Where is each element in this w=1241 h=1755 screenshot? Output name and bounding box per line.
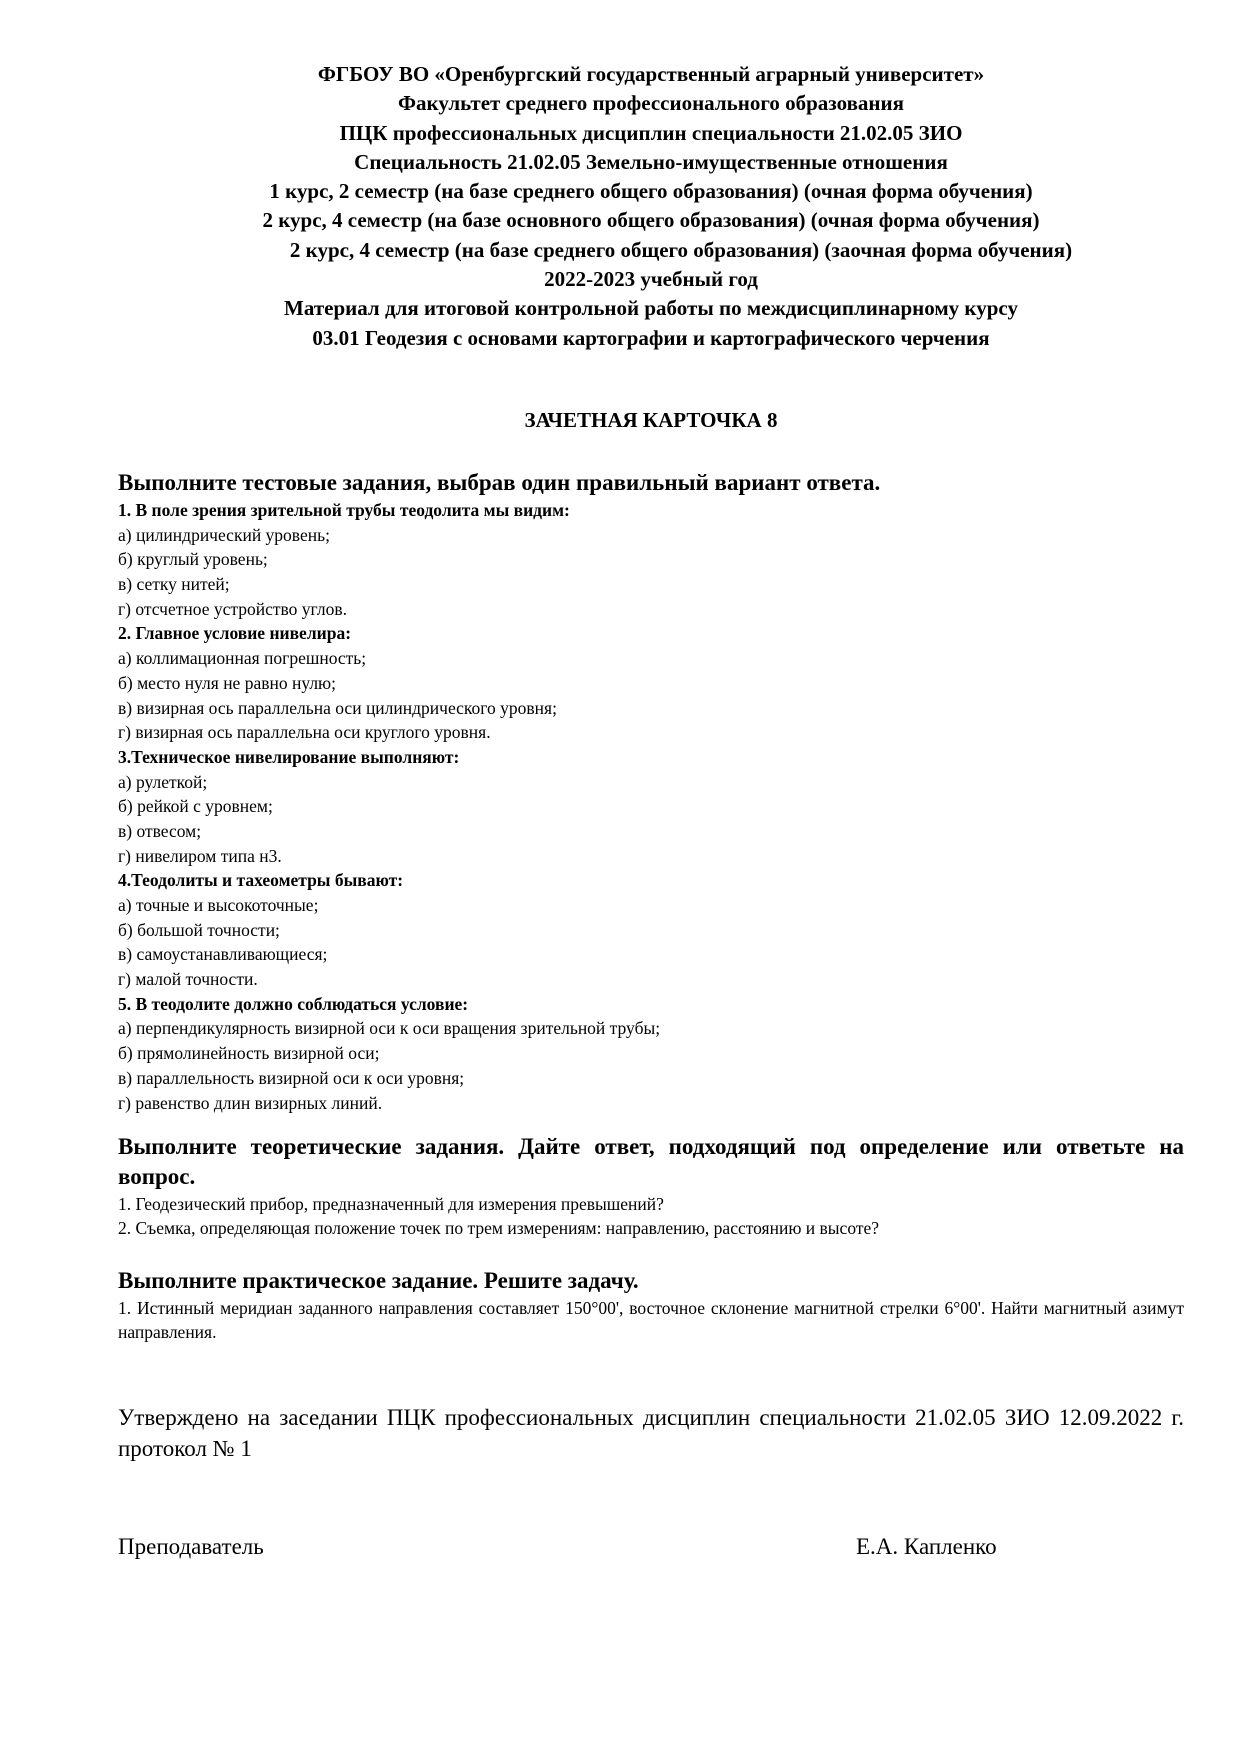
answer-option: г) отсчетное устройство углов. — [118, 598, 347, 619]
test-question: 5. В теодолите должно соблюдаться условие: — [118, 993, 469, 1014]
header-line-specialty: Специальность 21.02.05 Земельно-имущественные отношения — [354, 149, 948, 174]
answer-option: а) точные и высокоточные; — [118, 895, 319, 915]
test-question: 4.Теодолиты и тахеометры бывают: — [118, 870, 404, 891]
answer-option: г) малой точности. — [118, 969, 258, 990]
header-line-material: Материал для итоговой контрольной работы по междисциплинарному курсу — [284, 296, 1018, 321]
test-section — [118, 468, 1184, 1115]
answer-option: в) сетку нитей; — [118, 574, 230, 595]
approval-note: Утверждено на заседании ПЦК профессиональных дисциплин специальности 21.02.05 ЗИО 12.09.2022 г. протокол № 1 — [118, 1405, 1184, 1461]
answer-option: б) рейкой с уровнем; — [118, 796, 273, 817]
header-line-academic-year: 2022-2023 учебный год — [544, 267, 758, 292]
theory-section-heading: Выполните теоретические задания. Дайте ответ, подходящий под определение или ответьте на вопрос. — [118, 1134, 1184, 1189]
header-line-university: ФГБОУ ВО «Оренбургский государственный аграрный университет» — [317, 62, 985, 86]
answer-option: г) визирная ось параллельна оси круглого уровня. — [118, 722, 491, 743]
test-section-heading: Выполните тестовые задания, выбрав один правильный вариант ответа. — [118, 470, 881, 495]
answer-option: б) прямолинейность визирной оси; — [118, 1043, 380, 1064]
header-line-course-name: 03.01 Геодезия с основами картографии и картографического черчения — [312, 325, 990, 350]
answer-option: в) отвесом; — [118, 820, 202, 841]
practice-task: 1. Истинный меридиан заданного направления составляет 150°00', восточное склонение магнитной стрелки 6°00'. Найти магнитный азимут направления. — [118, 1298, 1184, 1342]
answer-option: б) большой точности; — [118, 919, 280, 940]
test-question: 3.Техническое нивелирование выполняют: — [118, 746, 460, 767]
answer-option: а) цилиндрический уровень; — [118, 524, 330, 545]
practice-section-heading: Выполните практическое задание. Решите задачу. — [118, 1268, 639, 1293]
document-header — [118, 60, 1184, 353]
theory-section — [118, 1132, 1184, 1240]
answer-option: в) параллельность визирной оси к оси уровня; — [118, 1067, 465, 1088]
signature-role: Преподаватель — [118, 1534, 264, 1559]
answer-option: а) коллимационная погрешность; — [118, 648, 367, 669]
practice-section — [118, 1266, 1184, 1344]
answer-option: в) самоустанавливающиеся; — [118, 944, 328, 965]
answer-option: г) равенство длин визирных линий. — [118, 1092, 383, 1113]
header-line-faculty: Факультет среднего профессионального образования — [398, 91, 904, 116]
answer-option: в) визирная ось параллельна оси цилиндрического уровня; — [118, 697, 557, 718]
theory-question: 1. Геодезический прибор, предназначенный для измерения превышений? — [118, 1194, 664, 1214]
header-line-department: ПЦК профессиональных дисциплин специальности 21.02.05 ЗИО — [339, 120, 963, 145]
signature-line — [118, 1532, 1184, 1562]
test-question: 2. Главное условие нивелира: — [118, 623, 352, 644]
header-line-course-3: 2 курс, 4 семестр (на базе среднего общего образования) (заочная форма обучения) — [289, 237, 1073, 262]
card-title: ЗАЧЕТНАЯ КАРТОЧКА 8 — [524, 408, 778, 432]
header-line-course-2: 2 курс, 4 семестр (на базе основного общего образования) (очная форма обучения) — [262, 208, 1040, 233]
signature-name: Е.А. Капленко — [856, 1534, 997, 1559]
header-line-course-1: 1 курс, 2 семестр (на базе среднего общего образования) (очная форма обучения) — [269, 179, 1033, 204]
answer-option: б) место нуля не равно нулю; — [118, 672, 336, 693]
theory-question: 2. Съемка, определяющая положение точек по трем измерениям: направлению, расстоянию и высоте? — [118, 1218, 880, 1238]
answer-option: а) рулеткой; — [118, 771, 208, 792]
answer-option: г) нивелиром типа н3. — [118, 845, 282, 866]
test-question: 1. В поле зрения зрительной трубы теодолита мы видим: — [118, 500, 570, 520]
answer-option: б) круглый уровень; — [118, 549, 268, 570]
answer-option: а) перпендикулярность визирной оси к оси вращения зрительной трубы; — [118, 1018, 661, 1039]
